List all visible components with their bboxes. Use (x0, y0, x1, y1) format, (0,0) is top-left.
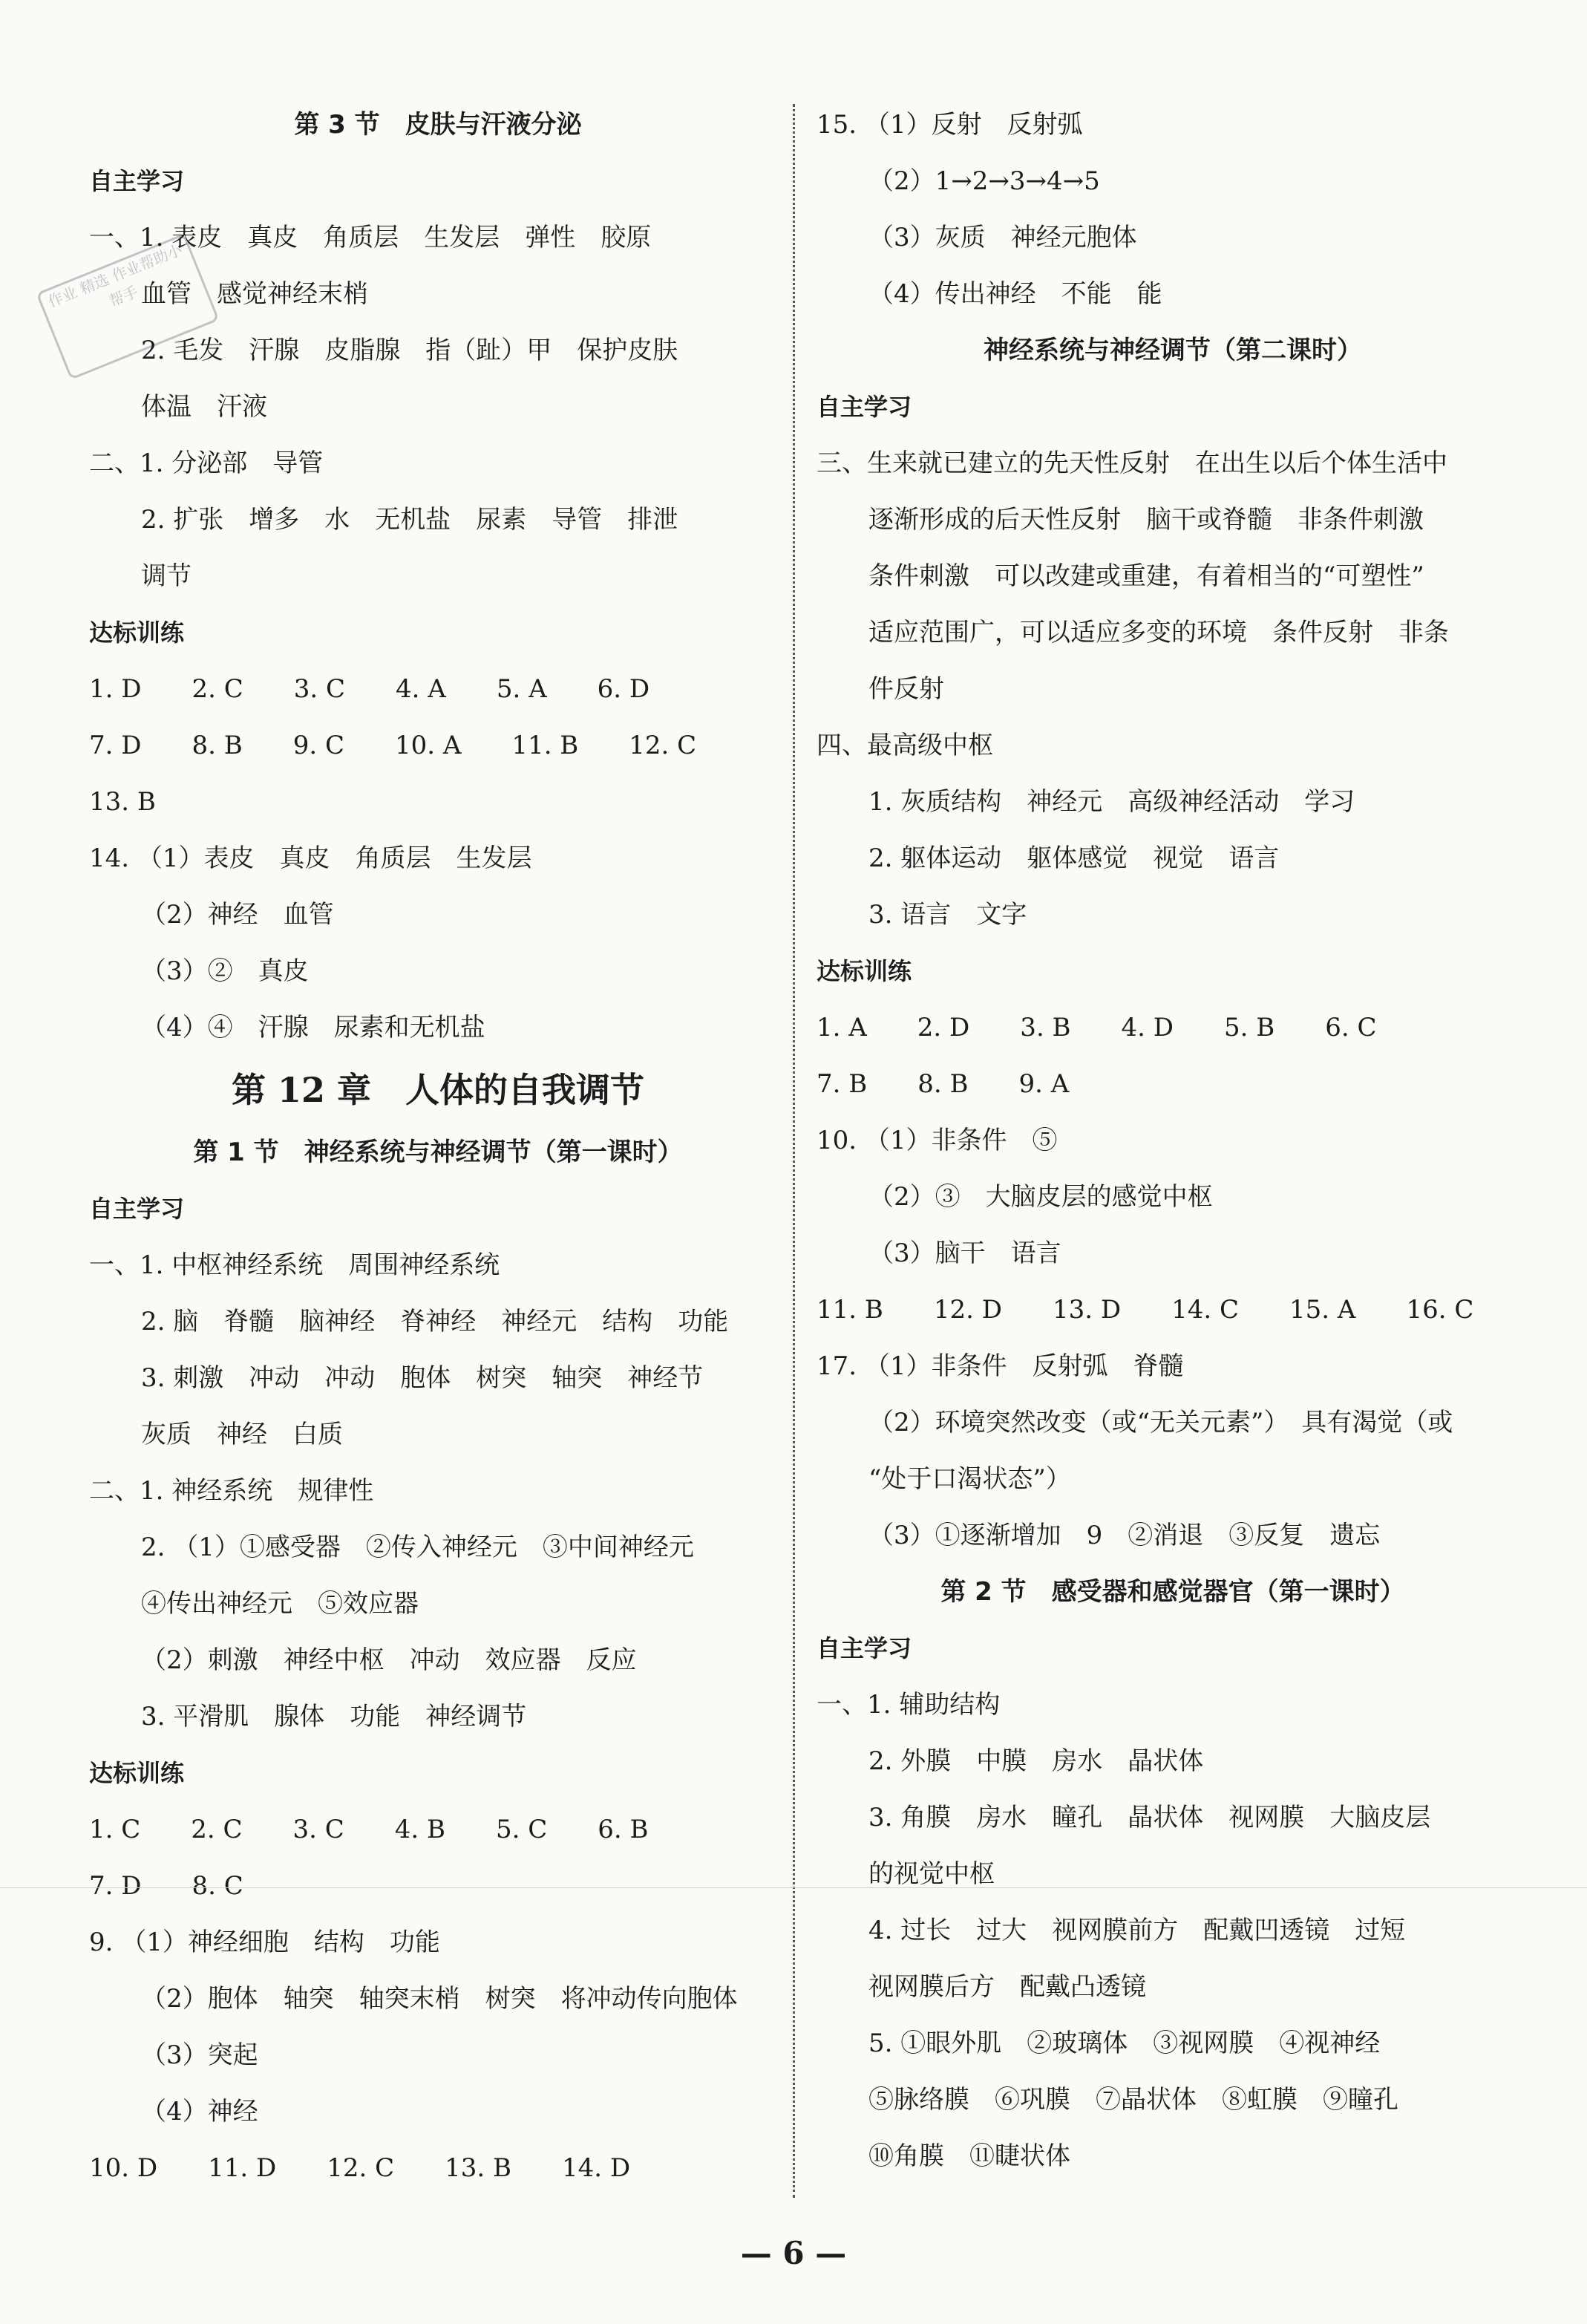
answer-line: 2. 脑 脊髓 脑神经 脊神经 神经元 结构 功能 (141, 1307, 729, 1336)
answer-line: （3）突起 (141, 2040, 258, 2070)
answer-line: 10. D 11. D 12. C 13. B 14. D (89, 2153, 631, 2183)
answer-line: 二、1. 神经系统 规律性 (89, 1476, 374, 1506)
chapter-heading: 第 12 章 人体的自我调节 (231, 1070, 645, 1110)
answer-line: 条件刺激 可以改建或重建，有着相当的“可塑性” (868, 561, 1424, 591)
answer-line: 一、1. 中枢神经系统 周围神经系统 (89, 1250, 500, 1280)
subsection-heading: 达标训练 (89, 1759, 185, 1787)
answer-line: （2）1→2→3→4→5 (868, 166, 1100, 196)
answer-line: ⑩角膜 ⑪睫状体 (868, 2141, 1070, 2171)
answer-line: 件反射 (868, 674, 944, 704)
answer-line: 1. 灰质结构 神经元 高级神经活动 学习 (868, 787, 1355, 817)
answer-line: 二、1. 分泌部 导管 (89, 448, 324, 478)
answer-line: 7. D 8. C (89, 1871, 243, 1901)
answer-line: 10. （1）非条件 ⑤ (817, 1126, 1058, 1155)
answer-line: 1. D 2. C 3. C 4. A 5. A 6. D (89, 674, 650, 704)
answer-line: 的视觉中枢 (868, 1859, 995, 1889)
page-fold-line (0, 1887, 1587, 1888)
answer-line: 2. 扩张 增多 水 无机盐 尿素 导管 排泄 (141, 505, 678, 535)
answer-line: 2. 毛发 汗腺 皮脂腺 指（趾）甲 保护皮肤 (141, 336, 678, 365)
answer-line: 14. （1）表皮 真皮 角质层 生发层 (89, 843, 532, 873)
answer-line: 体温 汗液 (141, 392, 267, 422)
answer-line: 逐渐形成的后天性反射 脑干或脊髓 非条件刺激 (868, 505, 1424, 535)
answer-line: “处于口渴状态”） (868, 1464, 1071, 1494)
section-heading: 第 3 节 皮肤与汗液分泌 (294, 110, 582, 140)
answer-line: （2）③ 大脑皮层的感觉中枢 (868, 1182, 1213, 1212)
answer-line: 1. C 2. C 3. C 4. B 5. C 6. B (89, 1815, 649, 1844)
answer-line: ⑤脉络膜 ⑥巩膜 ⑦晶状体 ⑧虹膜 ⑨瞳孔 (868, 2085, 1398, 2115)
answer-line: 灰质 神经 白质 (141, 1420, 343, 1449)
subsection-heading: 自主学习 (89, 167, 185, 195)
answer-line: （3）脑干 语言 (868, 1238, 1061, 1268)
subsection-heading: 达标训练 (817, 957, 912, 985)
answer-line: （3）①逐渐增加 9 ②消退 ③反复 遗忘 (868, 1521, 1381, 1550)
answer-line: 9. （1）神经细胞 结构 功能 (89, 1928, 440, 1957)
answer-line: 适应范围广，可以适应多变的环境 条件反射 非条 (868, 618, 1449, 647)
answer-line: 5. ①眼外肌 ②玻璃体 ③视网膜 ④视神经 (868, 2028, 1381, 2058)
answer-line: 17. （1）非条件 反射弧 脊髓 (817, 1351, 1184, 1381)
right-column (817, 97, 1529, 2184)
answer-line: 调节 (141, 561, 192, 591)
answer-line: 1. A 2. D 3. B 4. D 5. B 6. C (817, 1013, 1377, 1042)
subsection-heading: 自主学习 (89, 1195, 185, 1223)
section-heading: 第 2 节 感受器和感觉器官（第一课时） (940, 1577, 1405, 1607)
answer-line: 11. B 12. D 13. D 14. C 15. A 16. C (817, 1295, 1474, 1325)
answer-line: 13. B (89, 787, 156, 817)
answer-line: 7. B 8. B 9. A (817, 1069, 1070, 1099)
answer-line: （2）环境突然改变（或“无关元素”） 具有渴觉（或 (868, 1408, 1453, 1437)
answer-line: 3. 平滑肌 腺体 功能 神经调节 (141, 1702, 527, 1731)
answer-line: 2. （1）①感受器 ②传入神经元 ③中间神经元 (141, 1533, 694, 1562)
subsection-heading: 达标训练 (89, 618, 185, 647)
answer-line: （3）② 真皮 (141, 956, 309, 986)
answer-line: 3. 语言 文字 (868, 900, 1027, 930)
answer-line: 15. （1）反射 反射弧 (817, 110, 1083, 140)
column-divider (793, 104, 795, 2198)
page-number: — 6 — (740, 2235, 847, 2271)
watermark-stamp: 作业 精选 作业帮助小帮手 (36, 233, 219, 380)
answer-line: 一、1. 表皮 真皮 角质层 生发层 弹性 胶原 (89, 223, 652, 252)
answer-line: （2）胞体 轴突 轴突末梢 树突 将冲动传向胞体 (141, 1984, 738, 2014)
answer-line: 3. 角膜 房水 瞳孔 晶状体 视网膜 大脑皮层 (868, 1803, 1431, 1832)
answer-line: 血管 感觉神经末梢 (141, 279, 368, 309)
answer-line: 视网膜后方 配戴凸透镜 (868, 1972, 1146, 2002)
answer-line: 四、最高级中枢 (817, 731, 993, 760)
subsection-heading: 自主学习 (817, 393, 912, 421)
section-heading: 第 1 节 神经系统与神经调节（第一课时） (193, 1137, 683, 1167)
section-heading: 神经系统与神经调节（第二课时） (984, 336, 1362, 365)
answer-line: （2）刺激 神经中枢 冲动 效应器 反应 (141, 1645, 637, 1675)
answer-line: 3. 刺激 冲动 冲动 胞体 树突 轴突 神经节 (141, 1363, 704, 1393)
subsection-heading: 自主学习 (817, 1634, 912, 1662)
answer-line: 一、1. 辅助结构 (817, 1690, 1001, 1720)
answer-line: 2. 外膜 中膜 房水 晶状体 (868, 1746, 1204, 1776)
left-column (89, 97, 787, 2196)
answer-line: 2. 躯体运动 躯体感觉 视觉 语言 (868, 843, 1280, 873)
answer-line: （4）④ 汗腺 尿素和无机盐 (141, 1013, 485, 1042)
answer-line: ④传出神经元 ⑤效应器 (141, 1589, 419, 1619)
answer-line: 4. 过长 过大 视网膜前方 配戴凹透镜 过短 (868, 1916, 1406, 1945)
answer-line: 三、生来就已建立的先天性反射 在出生以后个体生活中 (817, 448, 1447, 478)
answer-line: （3）灰质 神经元胞体 (868, 223, 1137, 252)
answer-line: 7. D 8. B 9. C 10. A 11. B 12. C (89, 731, 697, 760)
answer-line: （4）传出神经 不能 能 (868, 279, 1162, 309)
answer-line: （2）神经 血管 (141, 900, 334, 930)
answer-line: （4）神经 (141, 2097, 258, 2126)
